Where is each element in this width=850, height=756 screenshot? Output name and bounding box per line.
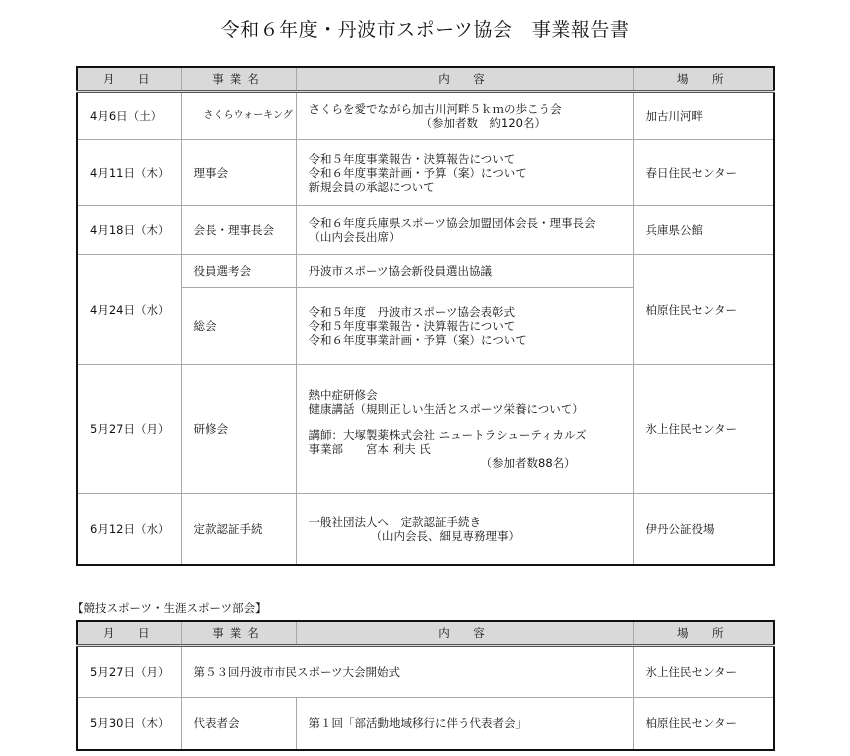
row-date: 4月18日（木） (77, 206, 181, 255)
table-row (77, 255, 774, 288)
row-content (296, 255, 633, 288)
table-row (77, 365, 774, 494)
row-date: 6月12日（水） (77, 494, 181, 565)
row-place: 氷上住民センター (633, 365, 774, 494)
content-line: 事業部 宮本 利夫 氏 (308, 442, 431, 456)
header-place: 場 所 (633, 67, 774, 92)
row-place: 伊丹公証役場 (633, 494, 774, 565)
row-content (296, 494, 633, 565)
table-row (77, 206, 774, 255)
row-name: 理事会 (181, 140, 296, 206)
content-line: （参加者数 約120名） (420, 116, 546, 130)
content-line: 丹波市スポーツ協会新役員選出協議 (308, 264, 493, 278)
content-line: 熱中症研修会 (308, 388, 378, 402)
table-header-row (77, 621, 774, 646)
row-name: 役員選考会 (181, 255, 296, 288)
row-name: 代表者会 (181, 698, 296, 750)
row-name: 会長・理事長会 (181, 206, 296, 255)
table-row (77, 698, 774, 750)
table-header-row (77, 67, 774, 92)
row-name-content: 第５３回丹波市市民スポーツ大会開始式 (181, 646, 633, 698)
row-content (296, 365, 633, 494)
row-place: 春日住民センター (633, 140, 774, 206)
row-date: 4月11日（木） (77, 140, 181, 206)
row-content (296, 92, 633, 140)
row-content: 第１回「部活動地域移行に伴う代表者会」 (296, 698, 633, 750)
row-name: 総会 (181, 288, 296, 365)
row-name: 定款認証手続 (181, 494, 296, 565)
content-line: さくらを愛でながら加古川河畔５ｋｍの歩こう会 (308, 102, 562, 116)
header-name: 事業名 (181, 67, 296, 92)
content-line: 令和６年度事業計画・予算（案）について (308, 333, 527, 347)
activity-report-table (76, 66, 775, 566)
content-line: 令和５年度事業報告・決算報告について (308, 319, 516, 333)
content-line: 新規会員の承認について (308, 179, 435, 194)
row-date: 5月27日（月） (77, 365, 181, 494)
document-title: 令和６年度・丹波市スポーツ協会 事業報告書 (220, 19, 630, 41)
header-content: 内 容 (296, 67, 633, 92)
content-line: （山内会長出席） (308, 230, 401, 244)
row-place: 氷上住民センター (633, 646, 774, 698)
table-row (77, 646, 774, 698)
header-date: 月 日 (77, 67, 181, 92)
row-date: 5月30日（木） (77, 698, 181, 750)
table-row (77, 494, 774, 565)
content-line: （参加者数88名） (480, 456, 576, 470)
content-line: 令和６年度兵庫県スポーツ協会加盟団体会長・理事長会 (308, 216, 596, 230)
content-line: 令和６年度事業計画・予算（案）について (308, 165, 527, 180)
table-row (77, 92, 774, 140)
row-date: 4月6日（土） (77, 92, 181, 140)
content-line: （山内会長、細見専務理事） (370, 528, 520, 543)
row-place: 柏原住民センター (633, 255, 774, 365)
content-line: 講師：大塚製薬株式会社 ニュートラシューティカルズ (308, 428, 587, 442)
header-place: 場 所 (633, 621, 774, 646)
content-line: 健康講話（規則正しい生活とスポーツ栄養について） (308, 402, 584, 416)
row-content (296, 206, 633, 255)
row-date: 5月27日（月） (77, 646, 181, 698)
row-content (296, 140, 633, 206)
header-name: 事業名 (181, 621, 296, 646)
row-name: さくらウォーキング (181, 92, 296, 140)
row-place: 加古川河畔 (633, 92, 774, 140)
content-line: 令和５年度事業報告・決算報告について (308, 151, 516, 166)
row-place: 柏原住民センター (633, 698, 774, 750)
sports-division-table (76, 620, 775, 751)
row-date: 4月24日（水） (77, 255, 181, 365)
content-line: 一般社団法人へ 定款認証手続き (308, 514, 481, 529)
table-row (77, 140, 774, 206)
header-content: 内 容 (296, 621, 633, 646)
row-place: 兵庫県公館 (633, 206, 774, 255)
content-line: 令和５年度 丹波市スポーツ協会表彰式 (308, 305, 516, 319)
row-name: 研修会 (181, 365, 296, 494)
section-label: 【競技スポーツ・生涯スポーツ部会】 (72, 601, 267, 615)
row-content (296, 288, 633, 365)
header-date: 月 日 (77, 621, 181, 646)
content-gap (309, 416, 633, 428)
